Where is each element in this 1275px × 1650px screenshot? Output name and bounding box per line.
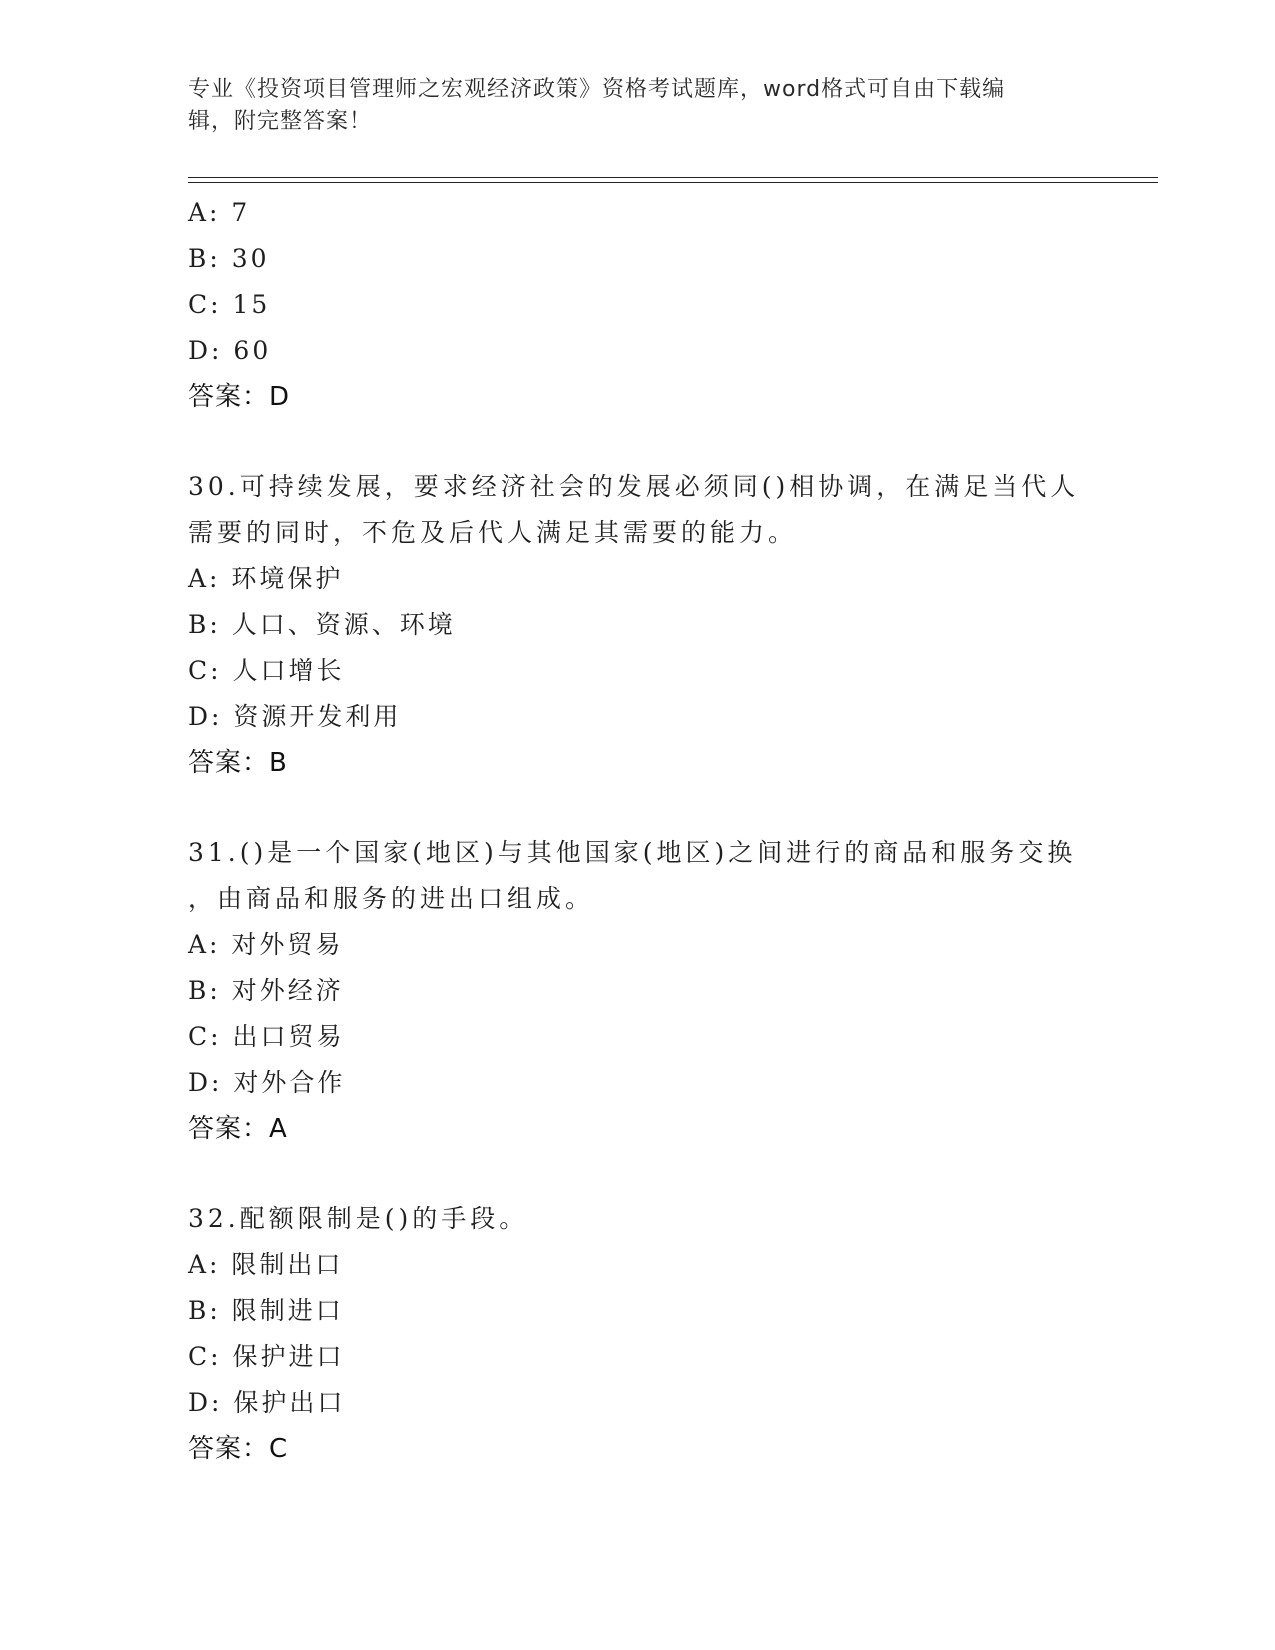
option-d: D: 资源开发利用	[188, 702, 402, 731]
option-c: C: 人口增长	[188, 656, 345, 685]
option-d: D: 保护出口	[188, 1388, 346, 1417]
option-b: B: 30	[188, 244, 270, 273]
question-text-line: 32.配额限制是()的手段。	[188, 1204, 529, 1233]
option-c: C: 保护进口	[188, 1342, 345, 1371]
option-b: B: 对外经济	[188, 976, 344, 1005]
question-31	[188, 830, 1088, 1152]
option-c: C: 15	[188, 290, 271, 319]
header-divider-bottom	[188, 182, 1158, 183]
option-d: D: 对外合作	[188, 1068, 346, 1097]
option-a: A: 环境保护	[188, 564, 344, 593]
question-30	[188, 464, 1088, 786]
question-text-line: 需要的同时，不危及后代人满足其需要的能力。	[188, 518, 798, 547]
option-b: B: 限制进口	[188, 1296, 344, 1325]
question-32	[188, 1196, 1088, 1472]
option-a: A: 限制出口	[188, 1250, 344, 1279]
question-list	[188, 190, 1088, 1472]
option-a: A: 对外贸易	[188, 930, 344, 959]
header-line-2: 辑，附完整答案！	[188, 109, 373, 134]
question-29-partial	[188, 190, 1088, 420]
option-c: C: 出口贸易	[188, 1022, 345, 1051]
option-a: A: 7	[188, 198, 251, 227]
option-b: B: 人口、资源、环境	[188, 610, 456, 639]
answer-line: 答案：C	[188, 1434, 289, 1464]
document-header	[188, 74, 1068, 138]
header-line-1: 专业《投资项目管理师之宏观经济政策》资格考试题库，word格式可自由下载编	[188, 77, 1006, 102]
answer-line: 答案：A	[188, 1114, 288, 1144]
question-text-line: 30.可持续发展，要求经济社会的发展必须同()相协调，在满足当代人	[188, 472, 1080, 501]
answer-line: 答案：D	[188, 382, 291, 412]
question-text-line: 31.()是一个国家(地区)与其他国家(地区)之间进行的商品和服务交换	[188, 838, 1077, 867]
header-divider-top	[188, 177, 1158, 178]
answer-line: 答案：B	[188, 748, 288, 778]
option-d: D: 60	[188, 336, 272, 365]
question-text-line: ，由商品和服务的进出口组成。	[188, 884, 595, 913]
